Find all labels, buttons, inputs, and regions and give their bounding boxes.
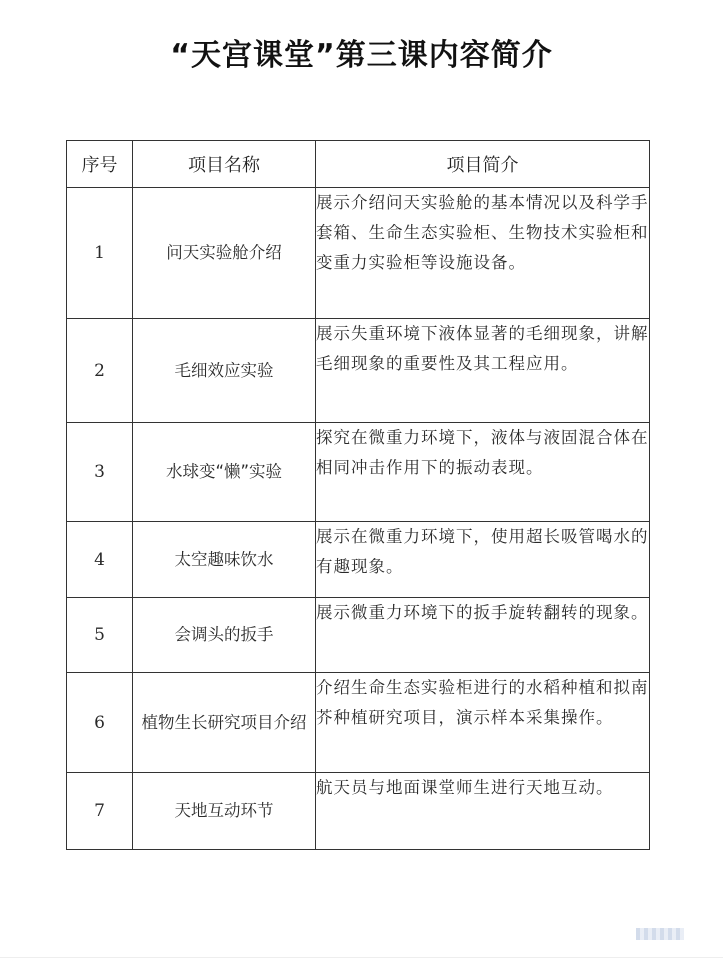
row-project-name: 毛细效应实验 bbox=[133, 319, 316, 423]
header-number: 序号 bbox=[67, 141, 133, 188]
row-project-name: 水球变“懒”实验 bbox=[133, 423, 316, 522]
page-title: “天宫课堂”第三课内容简介 bbox=[170, 38, 553, 73]
row-number: 3 bbox=[67, 423, 133, 522]
row-project-intro: 展示介绍问天实验舱的基本情况以及科学手套箱、生命生态实验柜、生物技术实验柜和变重力实验柜等设施设备。 bbox=[316, 188, 650, 319]
row-project-name: 问天实验舱介绍 bbox=[133, 188, 316, 319]
row-number: 5 bbox=[67, 598, 133, 673]
footer-divider bbox=[0, 957, 723, 958]
header-project-name: 项目名称 bbox=[133, 141, 316, 188]
table-row bbox=[67, 673, 650, 773]
row-number: 2 bbox=[67, 319, 133, 423]
row-project-intro: 探究在微重力环境下，液体与液固混合体在相同冲击作用下的振动表现。 bbox=[316, 423, 650, 522]
watermark-logo bbox=[636, 928, 684, 940]
table-header-row bbox=[67, 141, 650, 188]
row-number: 7 bbox=[67, 773, 133, 850]
row-number: 1 bbox=[67, 188, 133, 319]
row-project-intro: 展示失重环境下液体显著的毛细现象，讲解毛细现象的重要性及其工程应用。 bbox=[316, 319, 650, 423]
table-row bbox=[67, 598, 650, 673]
table-row bbox=[67, 423, 650, 522]
row-project-intro: 展示微重力环境下的扳手旋转翻转的现象。 bbox=[316, 598, 650, 673]
row-project-name: 天地互动环节 bbox=[133, 773, 316, 850]
row-number: 6 bbox=[67, 673, 133, 773]
row-project-intro: 航天员与地面课堂师生进行天地互动。 bbox=[316, 773, 650, 850]
row-project-name: 会调头的扳手 bbox=[133, 598, 316, 673]
table-row bbox=[67, 773, 650, 850]
row-project-name: 太空趣味饮水 bbox=[133, 522, 316, 598]
header-project-intro: 项目简介 bbox=[316, 141, 650, 188]
row-project-name: 植物生长研究项目介绍 bbox=[133, 673, 316, 773]
table-row bbox=[67, 319, 650, 423]
table-row bbox=[67, 188, 650, 319]
content-table bbox=[66, 140, 650, 850]
row-project-intro: 展示在微重力环境下，使用超长吸管喝水的有趣现象。 bbox=[316, 522, 650, 598]
table-row bbox=[67, 522, 650, 598]
row-project-intro: 介绍生命生态实验柜进行的水稻种植和拟南芥种植研究项目，演示样本采集操作。 bbox=[316, 673, 650, 773]
row-number: 4 bbox=[67, 522, 133, 598]
